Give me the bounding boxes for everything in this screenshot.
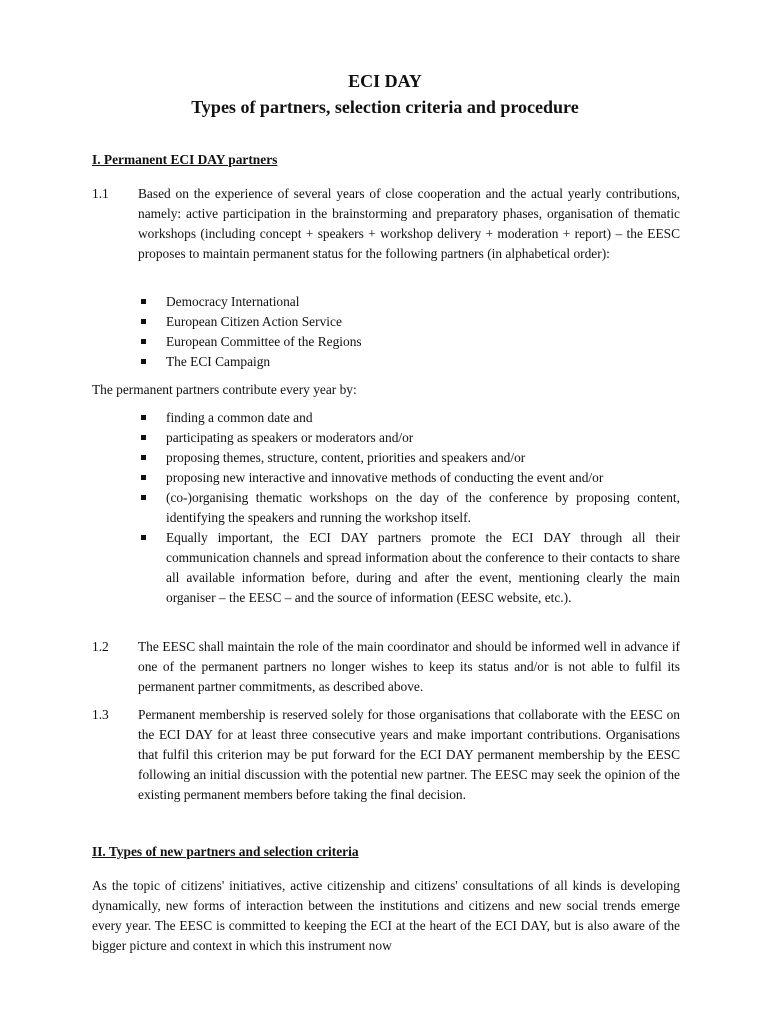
list-item: European Committee of the Regions — [138, 332, 680, 352]
clause-number: 1.3 — [92, 707, 109, 722]
list-item: Democracy International — [138, 292, 680, 312]
bullet-square-icon — [141, 319, 146, 324]
clause-1-2 — [92, 637, 680, 697]
list-item: Equally important, the ECI DAY partners promote the ECI DAY through all their communication channels and spread information about the conference to their contacts to share all available information before, during and after the event, mentioning clearly the main organiser – the EESC – and the source of information (EESC website, etc.). — [138, 528, 680, 608]
section-2-heading: II. Types of new partners and selection criteria — [92, 844, 359, 859]
list-item: proposing new interactive and innovative methods of conducting the event and/or — [138, 468, 680, 488]
list-item: finding a common date and — [138, 408, 680, 428]
clause-text: Permanent membership is reserved solely for those organisations that collaborate with the EESC on the ECI DAY for at least three consecutive years and make important contributions. Organisations that fulfil this criterion may be put forward for the ECI DAY permanent membership by the EESC following an initial discussion with the potential new partner. The EESC may seek the opinion of the existing permanent members before taking the final decision. — [138, 707, 680, 802]
list-item: participating as speakers or moderators and/or — [138, 428, 680, 448]
bullet-square-icon — [141, 495, 146, 500]
document-title: ECI DAY — [348, 71, 422, 91]
clause-1-1 — [92, 184, 680, 264]
bullet-square-icon — [141, 535, 146, 540]
title-block — [0, 70, 770, 118]
document-subtitle: Types of partners, selection criteria and procedure — [191, 97, 579, 117]
bullet-square-icon — [141, 299, 146, 304]
list-item: The ECI Campaign — [138, 352, 680, 372]
clause-text: The EESC shall maintain the role of the main coordinator and should be informed well in advance if one of the permanent partners no longer wishes to keep its status and/or is not able to fulfil its permanent partner commitments, as described above. — [138, 639, 680, 694]
list-item: (co-)organising thematic workshops on the day of the conference by proposing content, identifying the speakers and running the workshop itself. — [138, 488, 680, 528]
permanent-partners-list — [138, 292, 680, 372]
section-1-heading: I. Permanent ECI DAY partners — [92, 152, 278, 167]
bullet-square-icon — [141, 455, 146, 460]
bullet-square-icon — [141, 475, 146, 480]
contributions-list — [138, 408, 680, 608]
clause-text: Based on the experience of several years of close cooperation and the actual yearly contributions, namely: active participation in the brainstorming and preparatory phases, organisation of thematic workshops (including concept + speakers + workshop delivery + moderation + report) – the EESC proposes to maintain permanent status for the following partners (in alphabetical order): — [138, 186, 680, 261]
list-item: proposing themes, structure, content, priorities and speakers and/or — [138, 448, 680, 468]
bullet-square-icon — [141, 415, 146, 420]
clause-number: 1.1 — [92, 186, 109, 201]
clause-number: 1.2 — [92, 639, 109, 654]
bullet-square-icon — [141, 359, 146, 364]
bullet-square-icon — [141, 339, 146, 344]
bullet-square-icon — [141, 435, 146, 440]
contribute-intro: The permanent partners contribute every year by: — [92, 382, 357, 397]
section-2-paragraph: As the topic of citizens' initiatives, active citizenship and citizens' consultations of all kinds is developing dynamically, new forms of interaction between the institutions and citizens and new social trends emerge every year. The EESC is committed to keeping the ECI at the heart of the ECI DAY, but is also aware of the bigger picture and context in which this instrument now — [92, 878, 680, 953]
clause-1-3 — [92, 705, 680, 805]
list-item: European Citizen Action Service — [138, 312, 680, 332]
